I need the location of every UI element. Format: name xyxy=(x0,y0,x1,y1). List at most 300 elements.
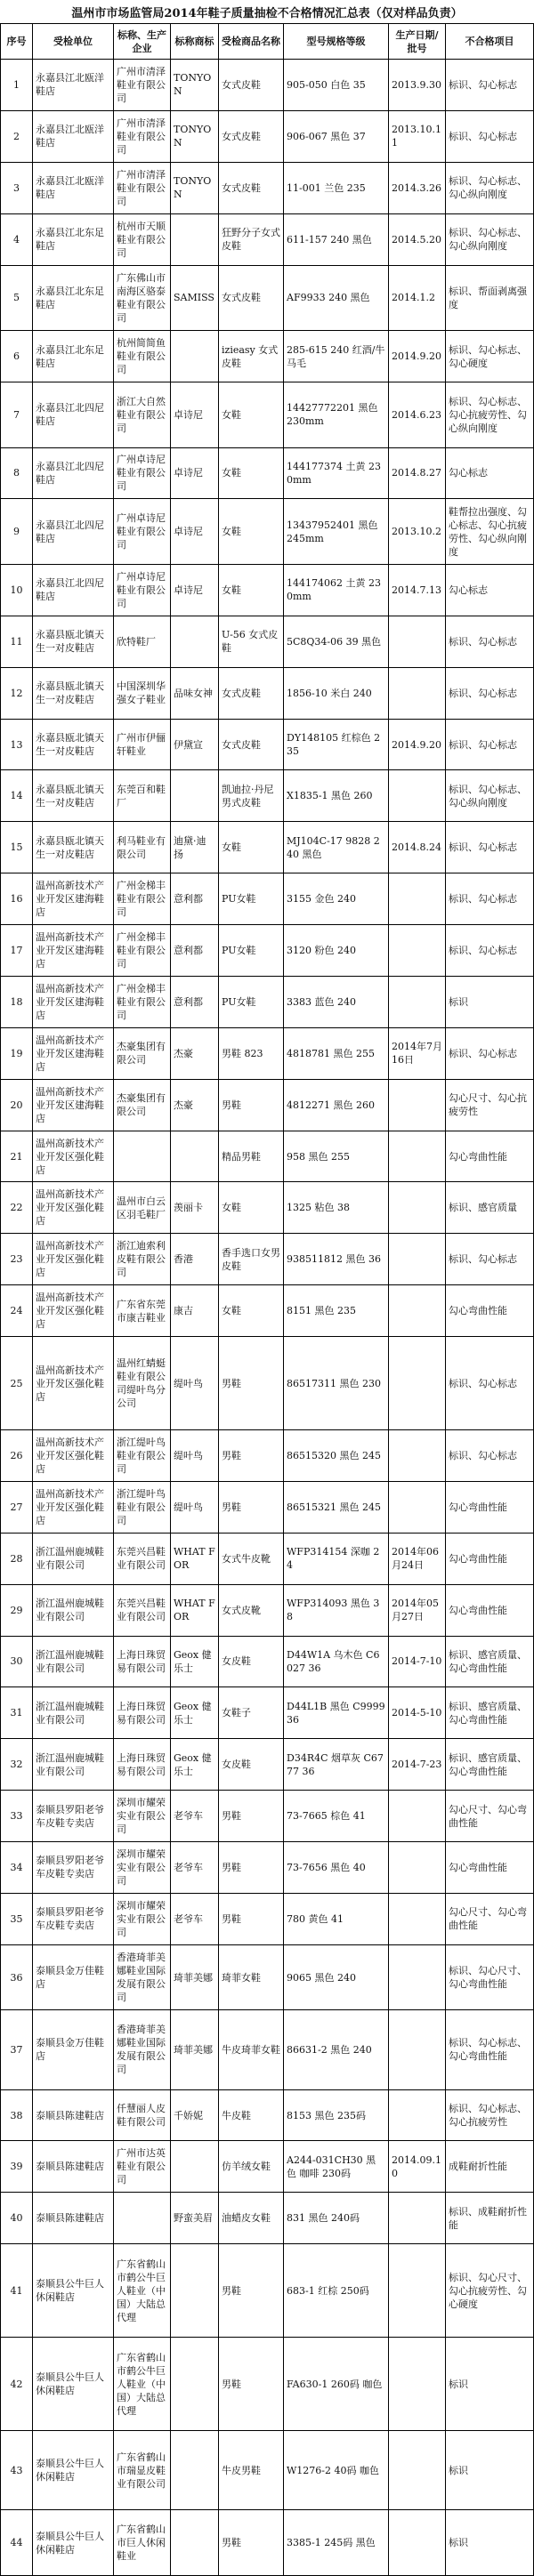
cell-manufacturer: 温州市白云区羽毛鞋厂 xyxy=(114,1182,171,1233)
cell-inspected-unit: 永嘉县江北东足鞋店 xyxy=(33,331,114,382)
cell-defect-items: 标识、勾心标志、勾心弯曲性能 xyxy=(449,2037,527,2063)
page-title: 温州市市场监管局2014年鞋子质量抽检不合格情况汇总表（仅对样品负责） xyxy=(71,6,463,20)
cell-product-name: 女式牛皮靴 xyxy=(219,1534,284,1584)
cell-serial-number: 11 xyxy=(1,616,33,667)
table-row xyxy=(1,2338,533,2431)
cell-production-date: 2014年06月24日 xyxy=(389,1534,446,1584)
cell-production-date xyxy=(389,1482,446,1533)
cell-brand: WHAT FOR xyxy=(171,1534,219,1584)
cell-production-date: 2013.10.2 xyxy=(389,499,446,564)
cell-model-spec: 683-1 红棕 250码 xyxy=(284,2244,389,2337)
table-row xyxy=(1,977,533,1028)
cell-serial-number: 13 xyxy=(1,720,33,770)
cell-defect-items: 勾心弯曲性能 xyxy=(449,1604,507,1616)
cell-model-spec: 9065 黑色 240 xyxy=(284,1945,389,2010)
cell-defect-items: 标识、勾心标志 xyxy=(449,841,517,854)
cell-defect-items: 标识、勾心标志、勾心纵向刚度 xyxy=(449,783,527,809)
cell-brand: TONYON xyxy=(171,111,219,162)
cell-defect-items: 勾心弯曲性能 xyxy=(449,1150,507,1163)
cell-product-name: 牛皮男鞋 xyxy=(219,2431,284,2509)
cell-brand xyxy=(171,331,219,382)
cell-manufacturer xyxy=(114,2193,171,2243)
table-row xyxy=(1,1585,533,1637)
cell-serial-number: 26 xyxy=(1,1430,33,1481)
cell-inspected-unit: 温州高新技术产业开发区强化鞋店 xyxy=(33,1430,114,1481)
cell-manufacturer: 杭州市天顺鞋业有限公司 xyxy=(114,214,171,265)
cell-model-spec: 11-001 兰色 235 xyxy=(284,163,389,213)
cell-manufacturer: 广州市清泽鞋业有限公司 xyxy=(114,111,171,162)
table-row xyxy=(1,1482,533,1534)
cell-model-spec: 3120 粉色 240 xyxy=(284,925,389,976)
cell-defect-items: 标识、勾心标志、勾心纵向刚度 xyxy=(449,227,527,253)
cell-defect-items: 勾心尺寸、勾心抗疲劳性 xyxy=(449,1092,527,1118)
cell-manufacturer: 浙江迪索利皮鞋有限公司 xyxy=(114,1234,171,1284)
cell-manufacturer: 深圳市耀荣实业有限公司 xyxy=(114,1791,171,1841)
defect-summary-table xyxy=(0,23,534,2576)
table-row xyxy=(1,1131,533,1183)
cell-model-spec: DY148105 红棕色 235 xyxy=(284,720,389,770)
cell-manufacturer: 广州卓诗尼鞋业有限公司 xyxy=(114,448,171,499)
cell-product-name: 女鞋 xyxy=(219,448,284,499)
cell-model-spec: 14427772201 黑色 230mm xyxy=(284,382,389,447)
cell-defect-items: 标识、勾心标志 xyxy=(449,687,517,699)
cell-defect-items: 标识、勾心标志、勾心抗疲劳性、勾心纵向刚度 xyxy=(449,395,527,434)
table-row xyxy=(1,1945,533,2011)
cell-manufacturer: 广东省鹤山市鹤公牛巨人鞋业（中国）大陆总代理 xyxy=(114,2338,171,2430)
cell-inspected-unit: 永嘉县江北四尼鞋店 xyxy=(33,565,114,616)
cell-production-date xyxy=(389,668,446,719)
cell-defect-items: 标识、勾心标志、勾心抗疲劳性 xyxy=(449,2103,527,2129)
cell-product-name: 女鞋 xyxy=(219,1182,284,1233)
table-row xyxy=(1,1894,533,1945)
cell-inspected-unit: 永嘉县瓯北镇天生一对皮鞋店 xyxy=(33,668,114,719)
table-row xyxy=(1,668,533,720)
cell-serial-number: 27 xyxy=(1,1482,33,1533)
cell-serial-number: 18 xyxy=(1,977,33,1027)
cell-production-date: 2014-7-23 xyxy=(389,1739,446,1790)
cell-inspected-unit: 永嘉县江北瓯洋鞋店 xyxy=(33,60,114,110)
cell-product-name: 男鞋 xyxy=(219,2338,284,2430)
cell-model-spec: MJ104C-17 9828 240 黑色 xyxy=(284,822,389,873)
cell-serial-number: 1 xyxy=(1,60,33,110)
cell-brand: 卓诗尼 xyxy=(171,448,219,499)
cell-inspected-unit: 永嘉县江北东足鞋店 xyxy=(33,266,114,331)
cell-serial-number: 40 xyxy=(1,2193,33,2243)
cell-product-name: 男鞋 xyxy=(219,2244,284,2337)
cell-defect-items: 标识、勾心尺寸、勾心抗疲劳性、勾心硬度 xyxy=(449,2271,527,2310)
cell-model-spec: 86631-2 黑色 240 xyxy=(284,2010,389,2089)
cell-serial-number: 39 xyxy=(1,2141,33,2192)
cell-product-name: 牛皮琦菲女鞋 xyxy=(219,2010,284,2089)
cell-manufacturer: 广东省鹤山市瑞显皮鞋业有限公司 xyxy=(114,2431,171,2509)
cell-serial-number: 28 xyxy=(1,1534,33,1584)
cell-product-name: 男鞋 xyxy=(219,1337,284,1429)
cell-production-date xyxy=(389,2010,446,2089)
cell-inspected-unit: 泰顺县公牛巨人休闲鞋店 xyxy=(33,2510,114,2575)
cell-brand: 老爷车 xyxy=(171,1791,219,1841)
cell-brand xyxy=(171,214,219,265)
cell-brand: Geox 健乐士 xyxy=(171,1637,219,1687)
cell-brand xyxy=(171,2141,219,2192)
cell-manufacturer: 广州市伊俪轩鞋业 xyxy=(114,720,171,770)
cell-model-spec: D44W1A 乌木色 C6027 36 xyxy=(284,1637,389,1687)
cell-production-date: 2014.6.23 xyxy=(389,382,446,447)
cell-product-name: 女式皮鞋 xyxy=(219,111,284,162)
cell-brand: 意利都 xyxy=(171,925,219,976)
cell-manufacturer: 上海日珠贸易有限公司 xyxy=(114,1637,171,1687)
cell-serial-number: 16 xyxy=(1,873,33,924)
cell-product-name: 男鞋 823 xyxy=(219,1028,284,1079)
cell-manufacturer: 上海日珠贸易有限公司 xyxy=(114,1687,171,1738)
cell-model-spec: 3155 金色 240 xyxy=(284,873,389,924)
cell-production-date: 2014.3.26 xyxy=(389,163,446,213)
cell-production-date xyxy=(389,1337,446,1429)
cell-model-spec: 4812271 黑色 260 xyxy=(284,1080,389,1131)
cell-production-date: 2014.09.10 xyxy=(389,2141,446,2192)
cell-production-date xyxy=(389,1894,446,1944)
cell-production-date xyxy=(389,925,446,976)
cell-defect-items: 标识、勾心标志 xyxy=(449,1377,517,1389)
cell-production-date: 2014-5-10 xyxy=(389,1687,446,1738)
cell-manufacturer: 东莞兴昌鞋业有限公司 xyxy=(114,1534,171,1584)
cell-serial-number: 30 xyxy=(1,1637,33,1687)
cell-inspected-unit: 永嘉县瓯北镇天生一对皮鞋店 xyxy=(33,822,114,873)
cell-production-date xyxy=(389,2090,446,2141)
cell-inspected-unit: 永嘉县瓯北镇天生一对皮鞋店 xyxy=(33,616,114,667)
cell-inspected-unit: 永嘉县江北瓯洋鞋店 xyxy=(33,111,114,162)
cell-brand xyxy=(171,2431,219,2509)
cell-brand: 品味女神 xyxy=(171,668,219,719)
cell-production-date xyxy=(389,1430,446,1481)
cell-serial-number: 44 xyxy=(1,2510,33,2575)
cell-product-name: 男鞋 xyxy=(219,1791,284,1841)
cell-product-name: 女鞋子 xyxy=(219,1687,284,1738)
cell-production-date: 2014.7.13 xyxy=(389,565,446,616)
cell-production-date: 2014-7-10 xyxy=(389,1637,446,1687)
cell-production-date: 2013.10.11 xyxy=(389,111,446,162)
cell-brand: Geox 健乐士 xyxy=(171,1739,219,1790)
cell-production-date xyxy=(389,2244,446,2337)
cell-brand: 卓诗尼 xyxy=(171,565,219,616)
cell-brand: 野蛮美眉 xyxy=(171,2193,219,2243)
cell-inspected-unit: 泰顺县公牛巨人休闲鞋店 xyxy=(33,2244,114,2337)
cell-manufacturer: 浙江缇叶鸟鞋业有限公司 xyxy=(114,1430,171,1481)
cell-defect-items: 标识、勾心标志 xyxy=(449,738,517,751)
cell-model-spec: 13437952401 黑色 245mm xyxy=(284,499,389,564)
cell-production-date: 2014.1.2 xyxy=(389,266,446,331)
cell-model-spec: 5C8Q34-06 39 黑色 xyxy=(284,616,389,667)
cell-production-date xyxy=(389,873,446,924)
cell-model-spec: 831 黑色 240码 xyxy=(284,2193,389,2243)
table-row xyxy=(1,1028,533,1080)
cell-brand: 卓诗尼 xyxy=(171,382,219,447)
cell-inspected-unit: 泰顺县金万佳鞋店 xyxy=(33,1945,114,2010)
cell-production-date xyxy=(389,1791,446,1841)
cell-brand: 缇叶鸟 xyxy=(171,1482,219,1533)
cell-model-spec: 8151 黑色 235 xyxy=(284,1285,389,1336)
cell-defect-items: 标识、感官质量、勾心弯曲性能 xyxy=(449,1700,527,1726)
cell-defect-items: 标识、勾心标志 xyxy=(449,1449,517,1461)
cell-defect-items: 勾心弯曲性能 xyxy=(449,1501,507,1513)
cell-production-date xyxy=(389,1842,446,1893)
cell-product-name: 狂野分子女式皮鞋 xyxy=(219,214,284,265)
table-header-row xyxy=(1,24,533,60)
cell-inspected-unit: 永嘉县瓯北镇天生一对皮鞋店 xyxy=(33,720,114,770)
cell-serial-number: 2 xyxy=(1,111,33,162)
cell-production-date xyxy=(389,2510,446,2575)
table-row xyxy=(1,873,533,925)
cell-defect-items: 标识、勾心标志 xyxy=(449,130,517,142)
cell-serial-number: 31 xyxy=(1,1687,33,1738)
cell-brand: WHAT FOR xyxy=(171,1585,219,1636)
cell-production-date xyxy=(389,1080,446,1131)
table-row xyxy=(1,1182,533,1234)
cell-manufacturer: 浙江大自然鞋业有限公司 xyxy=(114,382,171,447)
cell-product-name: U-56 女式皮鞋 xyxy=(219,616,284,667)
cell-production-date xyxy=(389,2431,446,2509)
cell-brand: Geox 健乐士 xyxy=(171,1687,219,1738)
cell-defect-items: 标识、感官质量、勾心弯曲性能 xyxy=(449,1648,527,1674)
cell-manufacturer: 广州金梯丰鞋业有限公司 xyxy=(114,925,171,976)
cell-inspected-unit: 浙江温州鹿城鞋业有限公司 xyxy=(33,1585,114,1636)
cell-defect-items: 成鞋耐折性能 xyxy=(449,2161,507,2173)
header-defect-items: 不合格项目 xyxy=(465,36,514,47)
cell-product-name: 琦菲女鞋 xyxy=(219,1945,284,2010)
cell-manufacturer: 仟慧丽人皮鞋有限公司 xyxy=(114,2090,171,2141)
cell-model-spec: 144177374 土黄 230mm xyxy=(284,448,389,499)
cell-model-spec: 4818781 黑色 255 xyxy=(284,1028,389,1079)
cell-brand: SAMISS xyxy=(171,266,219,331)
cell-model-spec: 86515321 黑色 245 xyxy=(284,1482,389,1533)
table-row xyxy=(1,266,533,332)
cell-manufacturer: 杰豪集团有限公司 xyxy=(114,1080,171,1131)
cell-serial-number: 12 xyxy=(1,668,33,719)
table-row xyxy=(1,1337,533,1430)
cell-inspected-unit: 温州高新技术产业开发区建海鞋店 xyxy=(33,977,114,1027)
cell-manufacturer: 香港琦菲美娜鞋业国际发展有限公司 xyxy=(114,1945,171,2010)
cell-defect-items: 勾心尺寸、勾心弯曲性能 xyxy=(449,1803,527,1829)
cell-inspected-unit: 泰顺县罗阳老爷车皮鞋专卖店 xyxy=(33,1791,114,1841)
cell-serial-number: 24 xyxy=(1,1285,33,1336)
cell-product-name: 女式皮鞋 xyxy=(219,266,284,331)
cell-product-name: PU女鞋 xyxy=(219,925,284,976)
cell-model-spec: WFP314093 黑色 38 xyxy=(284,1585,389,1636)
cell-manufacturer: 欣特鞋厂 xyxy=(114,616,171,667)
cell-model-spec: 73-7656 黑色 40 xyxy=(284,1842,389,1893)
cell-product-name: 男鞋 xyxy=(219,1894,284,1944)
cell-inspected-unit: 浙江温州鹿城鞋业有限公司 xyxy=(33,1637,114,1687)
cell-serial-number: 15 xyxy=(1,822,33,873)
cell-production-date: 2014年05月27日 xyxy=(389,1585,446,1636)
cell-product-name: 男鞋 xyxy=(219,2510,284,2575)
cell-product-name: 精品男鞋 xyxy=(219,1131,284,1182)
cell-serial-number: 6 xyxy=(1,331,33,382)
cell-inspected-unit: 泰顺县罗阳老爷车皮鞋专卖店 xyxy=(33,1894,114,1944)
cell-inspected-unit: 温州高新技术产业开发区建海鞋店 xyxy=(33,873,114,924)
cell-model-spec: AF9933 240 黑色 xyxy=(284,266,389,331)
cell-model-spec: WFP314154 深咖 24 xyxy=(284,1534,389,1584)
cell-product-name: 女鞋 xyxy=(219,822,284,873)
cell-production-date xyxy=(389,977,446,1027)
cell-model-spec: 3385-1 245码 黑色 xyxy=(284,2510,389,2575)
cell-brand xyxy=(171,2338,219,2430)
cell-inspected-unit: 泰顺县金万佳鞋店 xyxy=(33,2010,114,2089)
cell-production-date xyxy=(389,616,446,667)
cell-manufacturer: 广东省东莞市康吉鞋业 xyxy=(114,1285,171,1336)
cell-production-date xyxy=(389,1285,446,1336)
cell-manufacturer: 中国深圳华强女子鞋业 xyxy=(114,668,171,719)
cell-manufacturer: 广州金梯丰鞋业有限公司 xyxy=(114,977,171,1027)
table-body xyxy=(1,60,533,2575)
cell-inspected-unit: 温州高新技术产业开发区强化鞋店 xyxy=(33,1482,114,1533)
cell-model-spec: 906-067 黑色 37 xyxy=(284,111,389,162)
table-row xyxy=(1,1534,533,1585)
table-row xyxy=(1,1080,533,1131)
header-manufacturer: 标称、生产企业 xyxy=(114,24,171,59)
cell-serial-number: 32 xyxy=(1,1739,33,1790)
cell-defect-items: 标识、勾心标志 xyxy=(449,945,517,956)
table-row xyxy=(1,1430,533,1482)
cell-defect-items: 标识、勾心标志 xyxy=(449,893,517,906)
cell-model-spec: 3383 蓝色 240 xyxy=(284,977,389,1027)
table-row xyxy=(1,2141,533,2193)
cell-brand: 老爷车 xyxy=(171,1842,219,1893)
cell-product-name: 凯迪拉·丹尼男式皮鞋 xyxy=(219,770,284,821)
cell-inspected-unit: 泰顺县陈建鞋店 xyxy=(33,2090,114,2141)
table-row xyxy=(1,822,533,873)
cell-product-name: izieasy 女式皮鞋 xyxy=(219,331,284,382)
cell-brand: 老爷车 xyxy=(171,1894,219,1944)
table-row xyxy=(1,60,533,111)
cell-model-spec: 1856-10 米白 240 xyxy=(284,668,389,719)
cell-serial-number: 17 xyxy=(1,925,33,976)
cell-production-date xyxy=(389,2338,446,2430)
cell-product-name: 男鞋 xyxy=(219,1482,284,1533)
cell-production-date: 2013.9.30 xyxy=(389,60,446,110)
cell-model-spec: 86517311 黑色 230 xyxy=(284,1337,389,1429)
cell-product-name: 男鞋 xyxy=(219,1080,284,1131)
cell-inspected-unit: 泰顺县公牛巨人休闲鞋店 xyxy=(33,2338,114,2430)
cell-product-name: 女鞋 xyxy=(219,1285,284,1336)
cell-inspected-unit: 永嘉县江北瓯洋鞋店 xyxy=(33,163,114,213)
cell-serial-number: 3 xyxy=(1,163,33,213)
cell-manufacturer: 杰豪集团有限公司 xyxy=(114,1028,171,1079)
cell-inspected-unit: 浙江温州鹿城鞋业有限公司 xyxy=(33,1534,114,1584)
cell-defect-items: 勾心弯曲性能 xyxy=(449,1552,507,1565)
cell-product-name: 男鞋 xyxy=(219,1842,284,1893)
table-row xyxy=(1,616,533,668)
cell-defect-items: 标识、勾心标志 xyxy=(449,1253,517,1266)
cell-inspected-unit: 泰顺县陈建鞋店 xyxy=(33,2141,114,2192)
cell-brand: 缇叶鸟 xyxy=(171,1337,219,1429)
cell-production-date xyxy=(389,1234,446,1284)
cell-production-date xyxy=(389,1131,446,1182)
table-row xyxy=(1,163,533,214)
cell-serial-number: 25 xyxy=(1,1337,33,1429)
cell-model-spec: D44L1B 黑色 C9999 36 xyxy=(284,1687,389,1738)
cell-manufacturer: 温州红蜻蜓鞋业有限公司缇叶鸟分公司 xyxy=(114,1337,171,1429)
cell-inspected-unit: 泰顺县罗阳老爷车皮鞋专卖店 xyxy=(33,1842,114,1893)
cell-production-date: 2014.8.24 xyxy=(389,822,446,873)
cell-defect-items: 标识、勾心标志、勾心硬度 xyxy=(449,343,527,369)
cell-production-date: 2014.9.20 xyxy=(389,720,446,770)
cell-product-name: 牛皮鞋 xyxy=(219,2090,284,2141)
cell-brand: TONYON xyxy=(171,60,219,110)
header-product-name: 受检商品名称 xyxy=(219,24,284,59)
table-row xyxy=(1,1637,533,1688)
table-row xyxy=(1,499,533,565)
cell-brand: 缇叶鸟 xyxy=(171,1430,219,1481)
cell-brand: 杰豪 xyxy=(171,1028,219,1079)
cell-defect-items: 鞋帮拉出强度、勾心标志、勾心抗疲劳性、勾心纵向刚度 xyxy=(449,505,527,558)
cell-defect-items: 标识、成鞋耐折性能 xyxy=(449,2205,527,2231)
table-row xyxy=(1,331,533,382)
cell-brand: 康吉 xyxy=(171,1285,219,1336)
cell-manufacturer: 深圳市耀荣实业有限公司 xyxy=(114,1894,171,1944)
cell-serial-number: 20 xyxy=(1,1080,33,1131)
table-row xyxy=(1,382,533,448)
table-row xyxy=(1,565,533,616)
table-row xyxy=(1,925,533,977)
cell-model-spec: D34R4C 烟草灰 C6777 36 xyxy=(284,1739,389,1790)
cell-manufacturer: 广东省鹤山市巨人休闲鞋业 xyxy=(114,2510,171,2575)
cell-manufacturer: 浙江缇叶鸟鞋业有限公司 xyxy=(114,1482,171,1533)
cell-serial-number: 29 xyxy=(1,1585,33,1636)
cell-production-date: 2014.9.20 xyxy=(389,331,446,382)
cell-product-name: 女鞋 xyxy=(219,382,284,447)
cell-model-spec: 780 黄色 41 xyxy=(284,1894,389,1944)
cell-manufacturer: 东莞兴昌鞋业有限公司 xyxy=(114,1585,171,1636)
cell-manufacturer: 广州金梯丰鞋业有限公司 xyxy=(114,873,171,924)
cell-serial-number: 4 xyxy=(1,214,33,265)
cell-inspected-unit: 永嘉县江北东足鞋店 xyxy=(33,214,114,265)
cell-production-date xyxy=(389,1945,446,2010)
cell-brand: 琦菲美娜 xyxy=(171,1945,219,2010)
cell-serial-number: 22 xyxy=(1,1182,33,1233)
cell-defect-items: 勾心弯曲性能 xyxy=(449,1861,507,1873)
cell-product-name: 女鞋 xyxy=(219,565,284,616)
cell-inspected-unit: 永嘉县江北四尼鞋店 xyxy=(33,382,114,447)
cell-brand: 羡丽卡 xyxy=(171,1182,219,1233)
cell-model-spec: 285-615 240 红酒/牛马毛 xyxy=(284,331,389,382)
cell-manufacturer: 广州市清泽鞋业有限公司 xyxy=(114,60,171,110)
cell-model-spec: 8153 黑色 235码 xyxy=(284,2090,389,2141)
header-inspected-unit: 受检单位 xyxy=(33,24,114,59)
cell-defect-items: 标识、勾心标志 xyxy=(449,635,517,648)
table-row xyxy=(1,720,533,771)
header-production-date: 生产日期/批号 xyxy=(389,24,446,59)
cell-product-name: 女式皮鞋 xyxy=(219,720,284,770)
cell-brand: 香港 xyxy=(171,1234,219,1284)
cell-serial-number: 41 xyxy=(1,2244,33,2337)
cell-product-name: 女式皮鞋 xyxy=(219,60,284,110)
cell-product-name: 男鞋 xyxy=(219,1430,284,1481)
cell-defect-items: 标识、感官质量 xyxy=(449,1202,517,1214)
cell-defect-items: 标识、勾心标志 xyxy=(449,78,517,91)
cell-product-name: 女式皮靴 xyxy=(219,1585,284,1636)
header-serial-number: 序号 xyxy=(1,24,33,59)
cell-production-date: 2014.8.27 xyxy=(389,448,446,499)
table-row xyxy=(1,448,533,500)
table-row xyxy=(1,2193,533,2244)
cell-brand xyxy=(171,616,219,667)
cell-defect-items: 标识 xyxy=(449,2378,468,2390)
cell-defect-items: 标识 xyxy=(449,2464,468,2476)
table-row xyxy=(1,2431,533,2510)
cell-manufacturer: 广州市达英鞋业有限公司 xyxy=(114,2141,171,2192)
cell-brand: 意利都 xyxy=(171,873,219,924)
cell-manufacturer: 广东佛山市南海区骆泰鞋业有限公司 xyxy=(114,266,171,331)
